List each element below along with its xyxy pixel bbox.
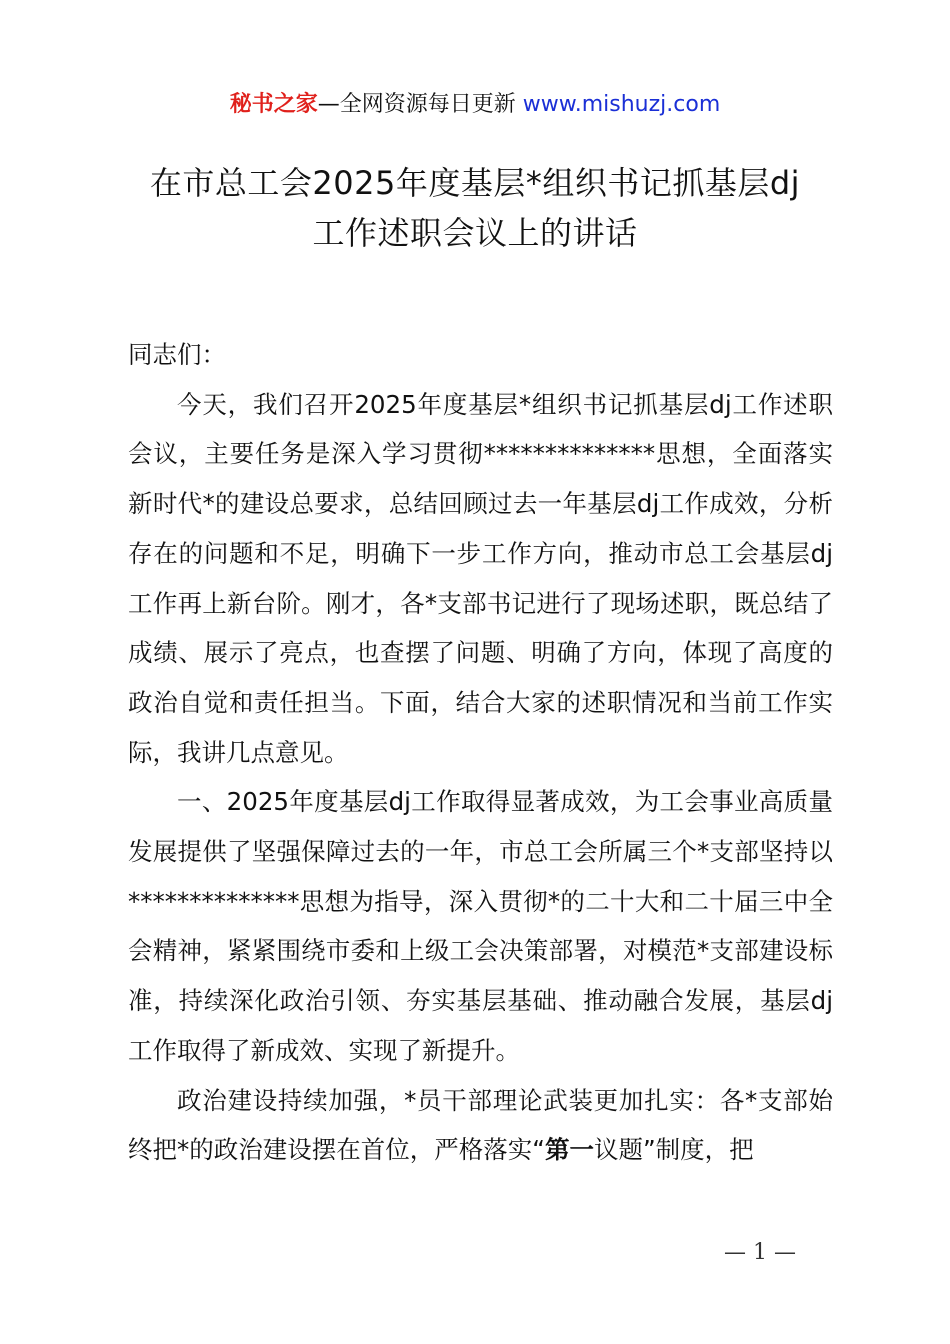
document-title-line-2: 工作述职会议上的讲话: [312, 214, 638, 252]
document-body: [128, 330, 833, 1175]
paragraph-section-one: 一、2025年度基层dj工作取得显著成效，为工会事业高质量发展提供了坚强保障过去的一年，市总工会所属三个*支部坚持以**************思想为指导，深入贯彻*的二十大和二十届三中全会精神，紧紧围绕市委和上级工会决策部署，对模范*支部建设标准，持续深化政治引领、夯实基层基础、推动融合发展，基层dj工作取得了新成效、实现了新提升。: [128, 787, 833, 1065]
page-number: — 1 —: [724, 1240, 796, 1265]
salutation: 同志们：: [128, 340, 226, 369]
paragraph-text-part-2: 议题”制度，把: [593, 1135, 754, 1165]
site-url-link[interactable]: www.mishuzj.com: [522, 92, 721, 117]
document-title-line-1: 在市总工会2025年度基层*组织书记抓基层dj: [149, 164, 801, 202]
site-header-banner: [0, 88, 950, 122]
paragraph-intro: 今天，我们召开2025年度基层*组织书记抓基层dj工作述职会议，主要任务是深入学习贯彻**************思想，全面落实新时代*的建设总要求，总结回顾过去一年基层dj工作成效，分析存在的问题和不足，明确下一步工作方向，推动市总工会基层dj工作再上新台阶。刚才，各*支部书记进行了现场述职，既总结了成绩、展示了亮点，也查摆了问题、明确了方向，体现了高度的政治自觉和责任担当。下面，结合大家的述职情况和当前工作实际，我讲几点意见。: [128, 389, 833, 767]
paragraph-text-part-1: 政治建设持续加强，*员干部理论武装更加扎实：各*支部始终把*的政治建设摆在首位，严格落实“: [128, 1085, 833, 1165]
site-brand-name: 秘书之家: [229, 92, 318, 117]
site-slogan: —全网资源每日更新: [317, 92, 523, 117]
paragraph-political-construction: [128, 1076, 833, 1175]
document-title: [100, 158, 850, 258]
paragraph-bold-text: 第一: [544, 1135, 594, 1165]
